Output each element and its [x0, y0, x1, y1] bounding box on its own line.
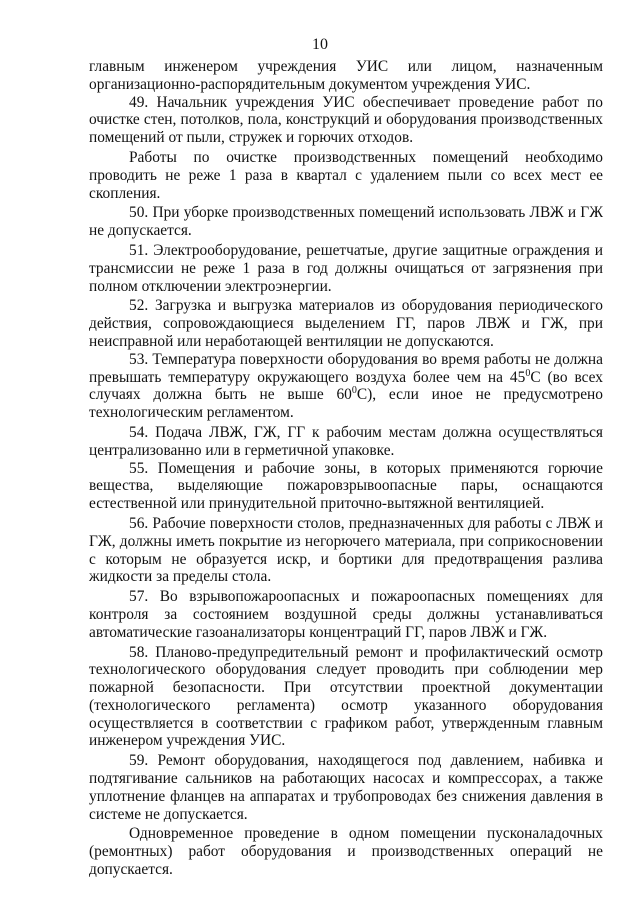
degree-superscript: 0	[525, 367, 531, 379]
paragraph-59-simultaneous-work: Одновременное проведение в одном помещении пусконаладочных (ремонтных) работ оборудования и производственных операций не допускается.	[89, 825, 603, 879]
paragraph-58: 58. Планово-предупредительный ремонт и профилактический осмотр технологического оборудования следует проводить при соблюдении мер пожарной безопасности. При отсутствии проектной документации (технологического регламента) осмотр указанного оборудования осуществляется в соответствии с графиком работ, утвержденным главным инженером учреждения УИС.	[89, 643, 603, 750]
paragraph-52: 52. Загрузка и выгрузка материалов из оборудования периодического действия, сопровождающиеся выделением ГГ, паров ЛВЖ и ГЖ, при неисправной или неработающей вентиляции не допускаются.	[89, 297, 603, 350]
paragraph-54: 54. Подача ЛВЖ, ГЖ, ГГ к рабочим местам должна осуществляться централизованно или в герметичной упаковке.	[89, 423, 603, 459]
paragraph-continuation: главным инженером учреждения УИС или лицом, назначенным организационно-распорядительным документом учреждения УИС.	[89, 58, 603, 93]
paragraph-59: 59. Ремонт оборудования, находящегося под давлением, набивка и подтягивание сальников на работающих насосах и компрессорах, а также уплотнение фланцев на аппаратах и трубопроводах без снижения давления в системе не допускается.	[89, 752, 603, 823]
paragraph-53-text-a: 53. Температура поверхности оборудования во время работы не должна превышать температуру окружающего воздуха более чем на 45	[89, 350, 603, 386]
paragraph-53-text-b: С (во всех случаях должна быть не выше 60	[89, 368, 603, 404]
paragraph-50: 50. При уборке производственных помещений использовать ЛВЖ и ГЖ не допускается.	[89, 204, 603, 240]
paragraph-55: 55. Помещения и рабочие зоны, в которых применяются горючие вещества, выделяющие пожаровзрывоопасные пары, оснащаются естественной или принудительной приточно-вытяжной вентиляцией.	[89, 459, 603, 513]
degree-superscript: 0	[351, 385, 357, 397]
page-number: 10	[312, 36, 328, 53]
paragraph-57: 57. Во взрывопожароопасных и пожароопасных помещениях для контроля за состоянием воздушной среды должны устанавливаться автоматические газоанализаторы концентраций ГГ, паров ЛВЖ и ГЖ.	[89, 588, 603, 641]
paragraph-53-text-c: С), если иное не предусмотрено технологическим регламентом.	[89, 386, 603, 422]
paragraph-49: 49. Начальник учреждения УИС обеспечивает проведение работ по очистке стен, потолков, пола, конструкций и оборудования производственных помещений от пыли, стружек и горючих отходов.	[89, 93, 603, 147]
paragraph-49-cleaning-frequency: Работы по очистке производственных помещений необходимо проводить не реже 1 раза в квартал с удалением пыли со всех мест ее скопления.	[89, 148, 603, 202]
paragraph-53	[89, 351, 603, 422]
paragraph-51: 51. Электрооборудование, решетчатые, другие защитные ограждения и трансмиссии не реже 1 раза в год должны очищаться от загрязнения при полном отключении электроэнергии.	[89, 241, 603, 295]
paragraph-56: 56. Рабочие поверхности столов, предназначенных для работы с ЛВЖ и ГЖ, должны иметь покрытие из негорючего материала, при соприкосновении с которым не образуется искр, и бортики для предотвращения разлива жидкости за пределы стола.	[89, 514, 603, 586]
document-body	[89, 58, 603, 879]
